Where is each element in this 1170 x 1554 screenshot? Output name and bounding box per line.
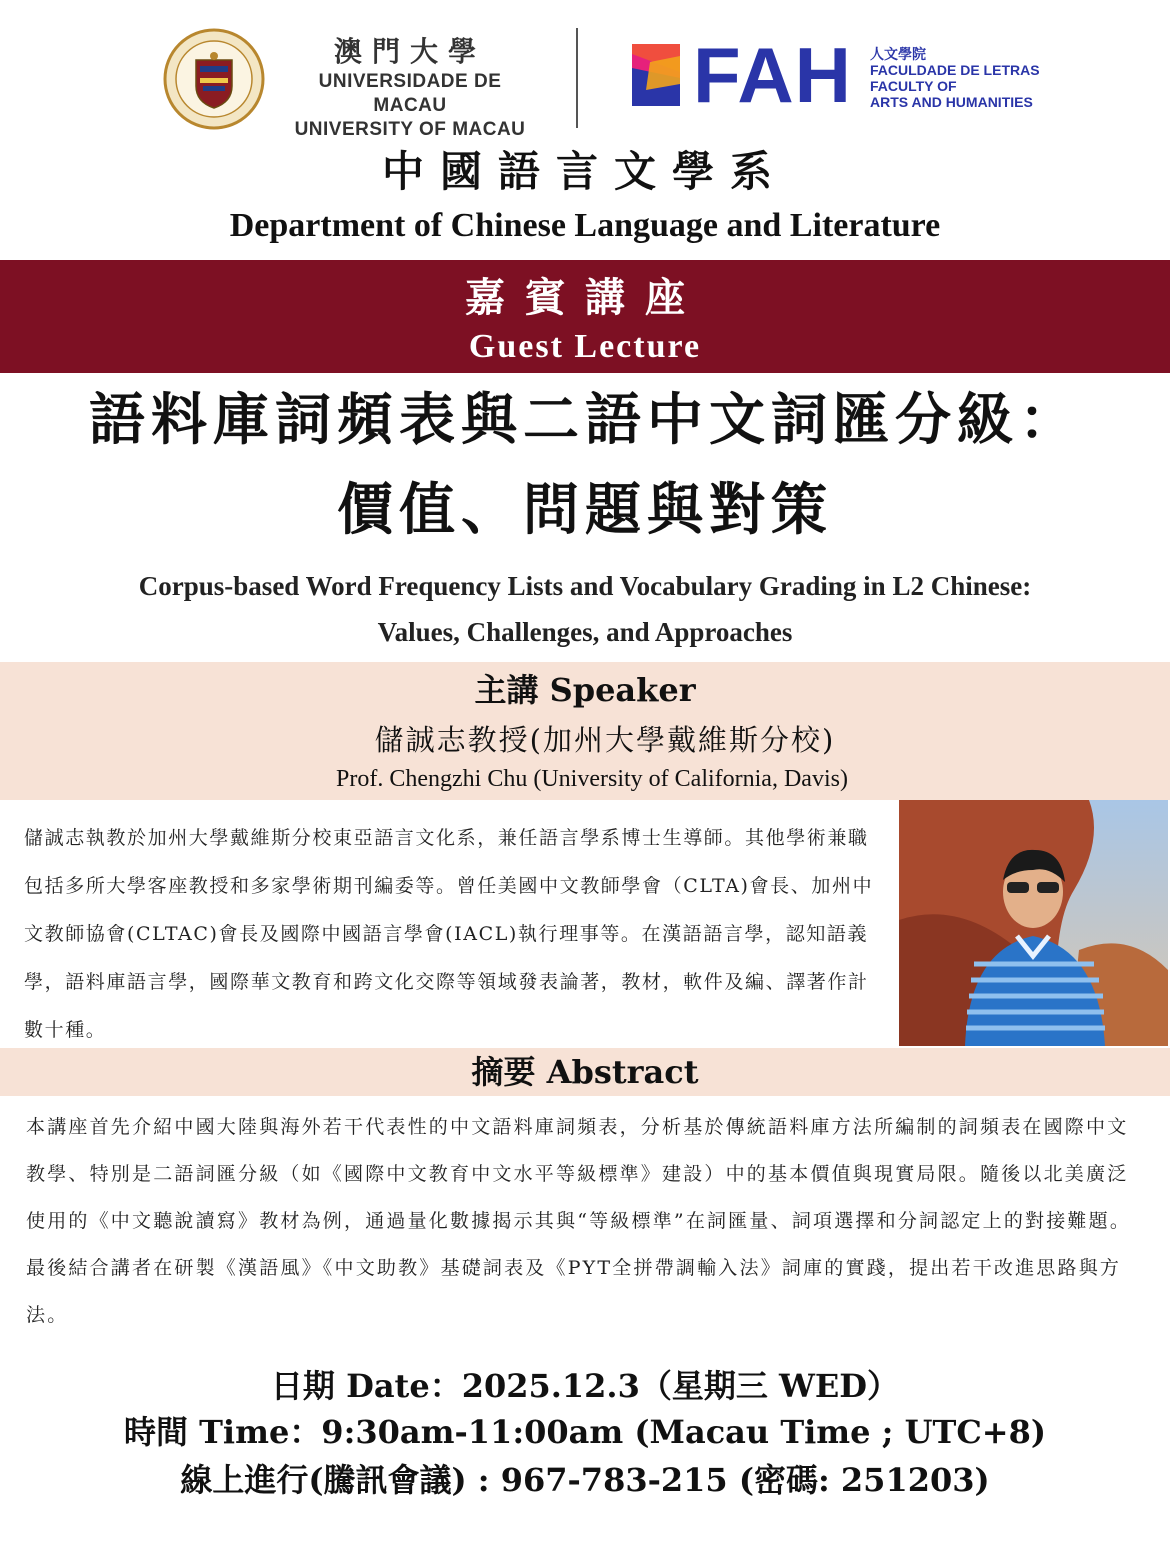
speaker-heading: 主講 Speaker: [474, 671, 696, 709]
event-date: 日期 Date：2025.12.3（星期三 WED）: [270, 1367, 900, 1405]
guest-lecture-banner: [0, 260, 1170, 373]
banner-title-en: Guest Lecture: [468, 328, 702, 365]
university-name-en: UNIVERSITY OF MACAU: [294, 119, 526, 140]
event-online-meeting: 線上進行(騰訊會議) : 967-783-215 (密碼: 251203): [180, 1461, 990, 1499]
university-name-pt: UNIVERSIDADE DE MACAU: [318, 71, 502, 116]
fah-name-en-2: ARTS AND HUMANITIES: [870, 94, 1033, 110]
speaker-portrait-photo: [899, 800, 1168, 1046]
fah-logo-text: FAH: [693, 31, 852, 119]
speaker-bio: 儲誠志執教於加州大學戴維斯分校東亞語言文化系，兼任語言學系博士生導師。其他學術兼職包括多所大學客座教授和多家學術期刊編委等。曾任美國中文教師學會（CLTA)會長、加州中文教師協會(CLTAC)會長及國際中國語言學會(IACL)執行理事等。在漢語語言學，認知語義學，語料庫語言學，國際華文教育和跨文化交際等領域發表論著，教材，軟件及編、譯著作計數十種。: [24, 827, 874, 1041]
university-name-cn: 澳門大學: [333, 35, 486, 68]
department-title-cn: 中國語言文學系: [381, 147, 788, 196]
lecture-title-en-line2: Values, Challenges, and Approaches: [377, 617, 793, 647]
speaker-name-cn: 儲誠志教授(加州大學戴維斯分校): [374, 723, 836, 757]
university-name: [280, 34, 540, 142]
fah-name-pt: FACULDADE DE LETRAS: [870, 62, 1040, 78]
fah-color-block-icon: [632, 44, 680, 106]
abstract-heading: 摘要 Abstract: [471, 1053, 699, 1091]
lecture-title-en-line1: Corpus-based Word Frequency Lists and Vocabulary Grading in L2 Chinese:: [138, 571, 1032, 601]
abstract-text: 本講座首先介紹中國大陸與海外若干代表性的中文語料庫詞頻表，分析基於傳統語料庫方法所編制的詞頻表在國際中文教學、特別是二語詞匯分級（如《國際中文教育中文水平等級標準》建設）中的基本價值與現實局限。隨後以北美廣泛使用的《中文聽說讀寫》教材為例，通過量化數據揭示其與“等級標準”在詞匯量、詞項選擇和分詞認定上的對接難題。最後結合講者在研製《漢語風》《中文助教》基礎詞表及《PYT全拼帶調輸入法》詞庫的實踐，提出若干改進思路與方法。: [26, 1116, 1132, 1326]
department-title-en: Department of Chinese Language and Literature: [229, 207, 941, 244]
university-seal-icon: [163, 28, 265, 130]
banner-title-cn: 嘉賓講座: [465, 274, 705, 321]
header-divider: [576, 28, 578, 128]
event-time: 時間 Time：9:30am-11:00am (Macau Time ; UTC+8): [123, 1413, 1047, 1451]
lecture-title-cn-line2: 價值、問題與對策: [337, 477, 833, 543]
fah-name-cn: 人文學院: [870, 46, 926, 62]
fah-name-en-1: FACULTY OF: [870, 78, 957, 94]
fah-name: [870, 46, 1040, 110]
speaker-name-en: Prof. Chengzhi Chu (University of California, Davis): [336, 766, 848, 792]
lecture-title-cn-line1: 語料庫詞頻表與二語中文詞匯分級：: [89, 387, 1081, 453]
